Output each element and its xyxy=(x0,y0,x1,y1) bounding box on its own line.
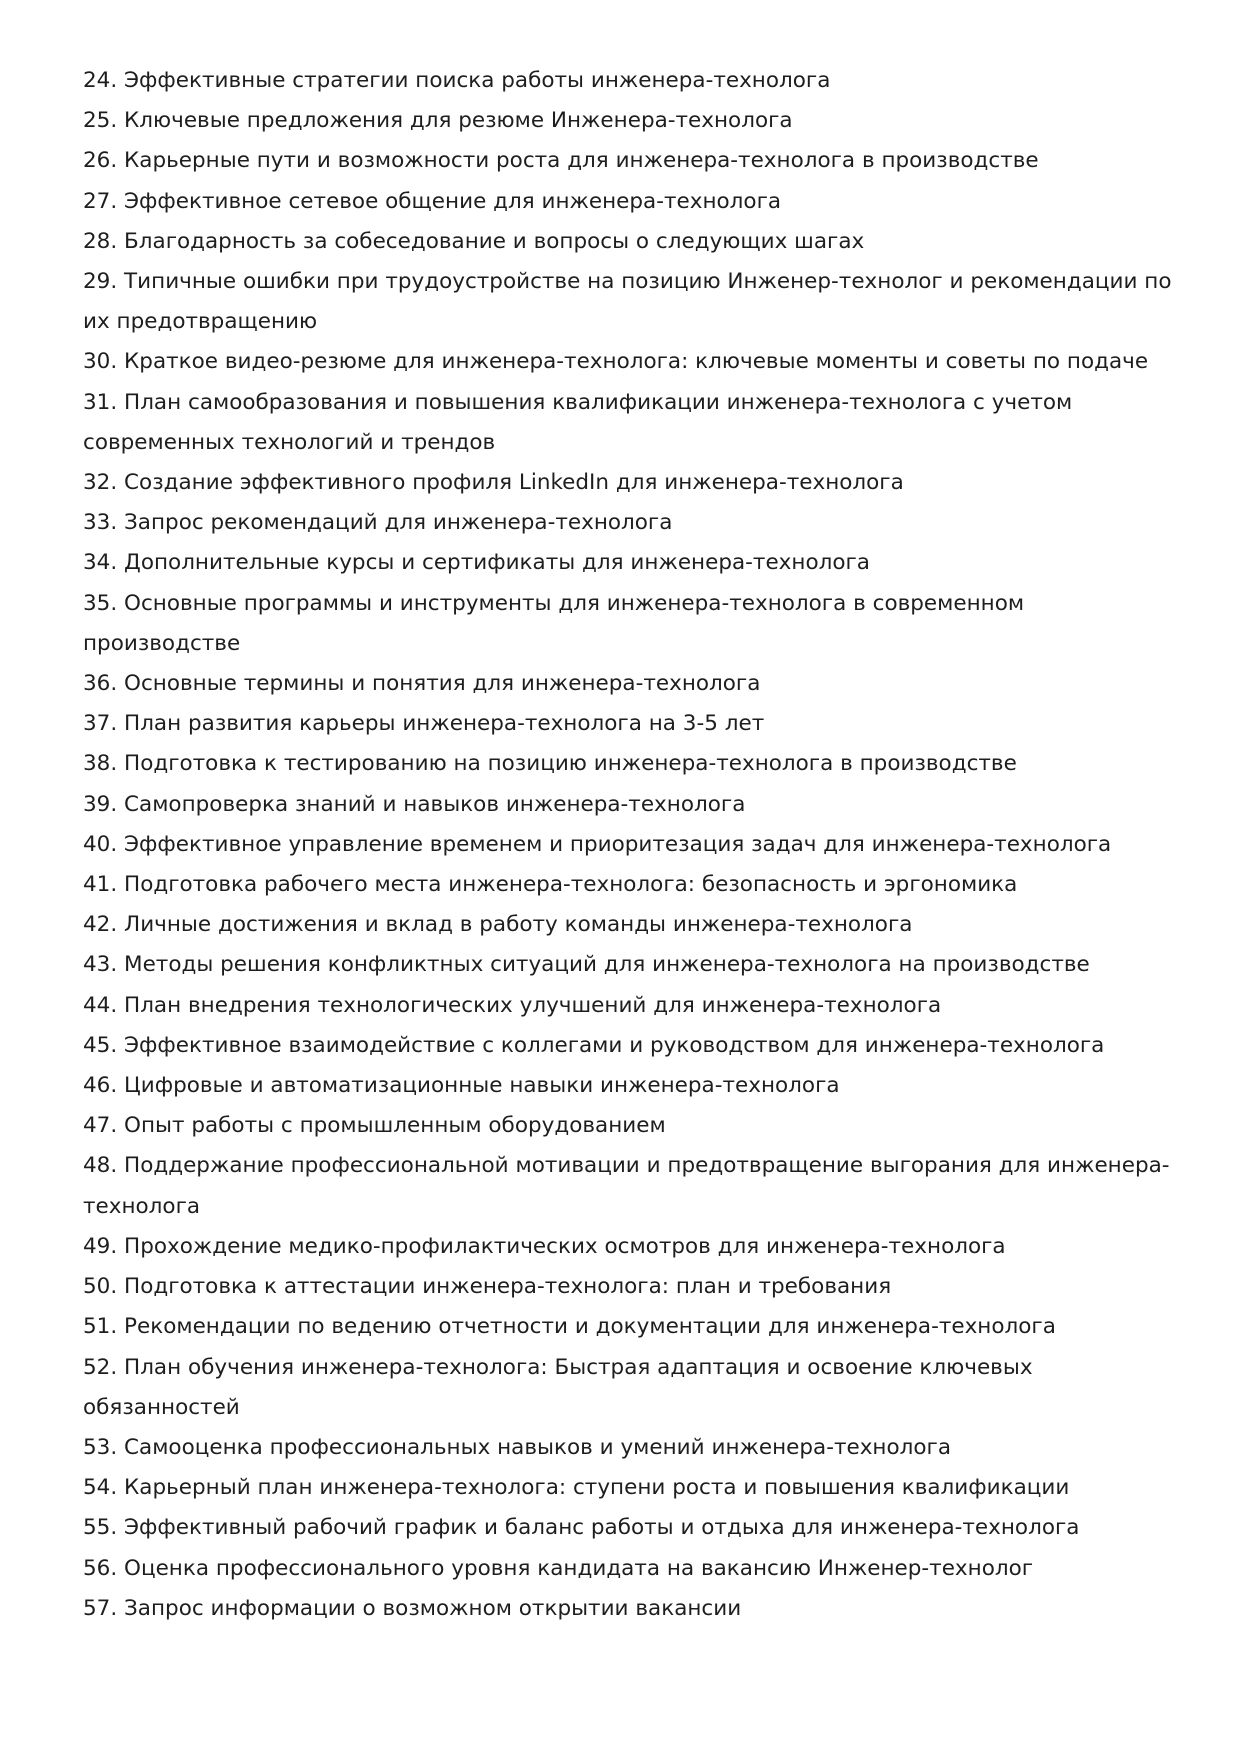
toc-item: 31. План самообразования и повышения квалификации инженера-технолога с учетом современных технологий и трендов xyxy=(83,389,1073,455)
toc-item: 42. Личные достижения и вклад в работу команды инженера-технолога xyxy=(83,912,913,938)
toc-item: 48. Поддержание профессиональной мотивации и предотвращение выгорания для инженера-технолога xyxy=(83,1153,1170,1219)
toc-item: 50. Подготовка к аттестации инженера-технолога: план и требования xyxy=(83,1274,892,1300)
toc-item: 37. План развития карьеры инженера-технолога на 3-5 лет xyxy=(83,711,765,737)
toc-item: 53. Самооценка профессиональных навыков и умений инженера-технолога xyxy=(83,1434,952,1460)
toc-item: 29. Типичные ошибки при трудоустройстве на позицию Инженер-технолог и рекомендации по их предотвращению xyxy=(83,269,1172,335)
toc-item: 45. Эффективное взаимодействие с коллегами и руководством для инженера-технолога xyxy=(83,1032,1105,1058)
toc-item: 39. Самопроверка знаний и навыков инженера-технолога xyxy=(83,791,746,817)
toc-item: 40. Эффективное управление временем и приоритезация задач для инженера-технолога xyxy=(83,831,1112,857)
toc-item: 55. Эффективный рабочий график и баланс работы и отдыха для инженера-технолога xyxy=(83,1515,1080,1541)
toc-item: 25. Ключевые предложения для резюме Инженера-технолога xyxy=(83,108,793,134)
toc-list xyxy=(83,61,1173,1629)
toc-item: 32. Создание эффективного профиля LinkedIn для инженера-технолога xyxy=(83,470,904,496)
toc-item: 56. Оценка профессионального уровня кандидата на вакансию Инженер-технолог xyxy=(83,1555,1034,1581)
toc-item: 41. Подготовка рабочего места инженера-технолога: безопасность и эргономика xyxy=(83,872,1018,898)
toc-item: 57. Запрос информации о возможном открытии вакансии xyxy=(83,1595,742,1621)
toc-item: 26. Карьерные пути и возможности роста для инженера-технолога в производстве xyxy=(83,148,1039,174)
toc-item: 24. Эффективные стратегии поиска работы инженера-технолога xyxy=(83,68,831,93)
toc-item: 47. Опыт работы с промышленным оборудованием xyxy=(83,1113,666,1139)
toc-item: 52. План обучения инженера-технолога: Быстрая адаптация и освоение ключевых обязанностей xyxy=(83,1354,1033,1420)
toc-item: 35. Основные программы и инструменты для инженера-технолога в современном производстве xyxy=(83,590,1025,656)
toc-item: 44. План внедрения технологических улучшений для инженера-технолога xyxy=(83,992,942,1018)
toc-item: 30. Краткое видео-резюме для инженера-технолога: ключевые моменты и советы по подаче xyxy=(83,349,1149,375)
toc-item: 34. Дополнительные курсы и сертификаты для инженера-технолога xyxy=(83,550,870,576)
toc-item: 33. Запрос рекомендаций для инженера-технолога xyxy=(83,510,673,536)
toc-item: 36. Основные термины и понятия для инженера-технолога xyxy=(83,671,761,697)
toc-item: 46. Цифровые и автоматизационные навыки инженера-технолога xyxy=(83,1073,840,1099)
toc-item: 27. Эффективное сетевое общение для инженера-технолога xyxy=(83,188,782,214)
toc-item: 54. Карьерный план инженера-технолога: ступени роста и повышения квалификации xyxy=(83,1475,1070,1501)
document-page xyxy=(83,61,1173,1629)
toc-item: 51. Рекомендации по ведению отчетности и документации для инженера-технолога xyxy=(83,1314,1056,1340)
toc-item: 43. Методы решения конфликтных ситуаций для инженера-технолога на производстве xyxy=(83,952,1090,978)
toc-item: 38. Подготовка к тестированию на позицию инженера-технолога в производстве xyxy=(83,751,1017,777)
toc-item: 49. Прохождение медико-профилактических осмотров для инженера-технолога xyxy=(83,1233,1006,1259)
toc-item: 28. Благодарность за собеседование и вопросы о следующих шагах xyxy=(83,228,865,254)
